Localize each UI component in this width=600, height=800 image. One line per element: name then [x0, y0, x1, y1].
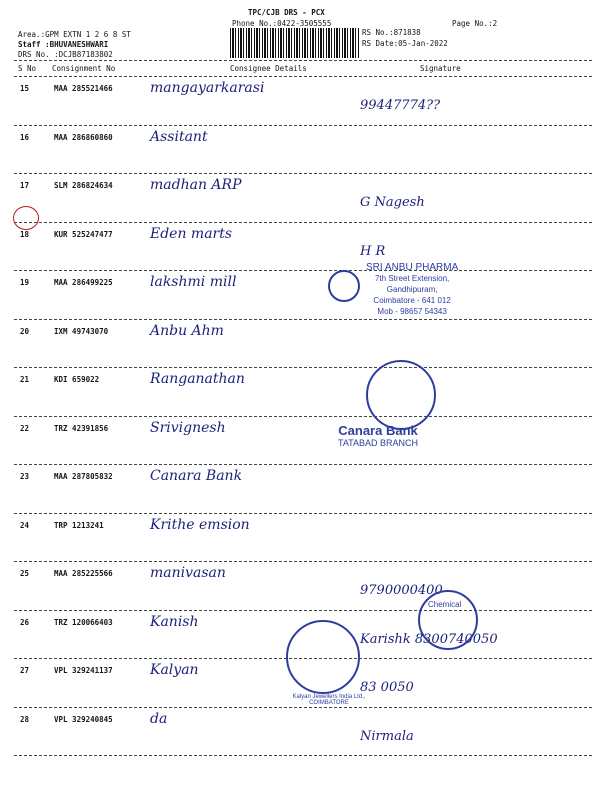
serial-number: 22 — [20, 423, 30, 433]
consignment-number: MAA 285225566 — [54, 569, 113, 578]
consignee-handwriting: madhan ARP — [150, 177, 242, 193]
consignment-number: IXM 49743070 — [54, 326, 109, 336]
header-rule-top — [14, 60, 592, 61]
pharma-stamp-line: 7th Street Extension, — [374, 274, 450, 283]
area-label: Area.:GPM EXTN 1 2 6 8 ST — [18, 30, 131, 39]
consignment-number: KUR 525247477 — [54, 229, 113, 239]
row-divider — [14, 416, 592, 417]
drs-number: DRS No. :DCJB87183802 — [18, 50, 113, 59]
consignment-number: VPL 329241137 — [54, 666, 113, 675]
row-divider — [14, 125, 592, 126]
table-row — [0, 369, 600, 418]
consignment-number: MAA 286860860 — [54, 132, 113, 142]
pharma-stamp — [366, 262, 458, 317]
signature-handwriting: H R — [360, 243, 386, 259]
page-number: Page No.:2 — [452, 19, 498, 28]
table-row — [0, 709, 600, 758]
table-row — [0, 515, 600, 564]
barcode — [230, 28, 360, 58]
bank-stamp — [338, 424, 418, 450]
phone-number: Phone No.:0422-3505555 — [232, 19, 332, 28]
chemical-stamp — [418, 590, 478, 650]
row-divider — [14, 222, 592, 223]
table-row — [0, 321, 600, 370]
serial-number: 27 — [20, 666, 30, 675]
consignment-number: TRZ 120066403 — [54, 617, 113, 627]
pharma-stamp-line: Gandhipuram, — [386, 285, 438, 294]
circle-mark — [13, 206, 39, 230]
bank-stamp-branch: TATABAD BRANCH — [338, 438, 419, 448]
machine-stamp — [366, 360, 436, 430]
table-row — [0, 563, 600, 612]
serial-number: 25 — [20, 569, 30, 578]
consignee-handwriting: Ranganathan — [150, 371, 245, 387]
pharma-stamp-line: Coimbatore - 641 012 — [373, 296, 451, 305]
consignment-number: TRZ 42391856 — [54, 423, 109, 433]
table-row — [0, 466, 600, 515]
row-divider — [14, 319, 592, 320]
staff-label: Staff :BHUVANESHWARI — [18, 40, 109, 49]
consignee-handwriting: Kanish — [150, 613, 199, 630]
consignee-handwriting: Assitant — [150, 128, 208, 145]
signature-handwriting: G Nagesh — [360, 195, 425, 210]
col-header-consignee: Consignee Details — [230, 64, 307, 73]
rs-date: RS Date:05-Jan-2022 — [362, 39, 448, 48]
consignee-handwriting: Srivignesh — [150, 419, 226, 436]
consignee-handwriting: Eden marts — [150, 225, 233, 242]
row-divider — [14, 464, 592, 465]
consignment-number: KDI 659022 — [54, 375, 100, 384]
signature-handwriting: 99447774?? — [360, 98, 441, 113]
consignment-number: TRP 1213241 — [54, 520, 104, 530]
serial-number: 19 — [20, 278, 30, 287]
consignee-handwriting: manivasan — [150, 565, 226, 581]
consignment-number: SLM 286824634 — [54, 181, 113, 190]
consignment-number: MAA 285521466 — [54, 84, 113, 93]
row-divider — [14, 610, 592, 611]
bank-stamp-name: Canara Bank — [338, 423, 418, 438]
serial-number: 20 — [20, 326, 30, 336]
consignment-number: VPL 329240845 — [54, 714, 113, 724]
serial-number: 15 — [20, 84, 30, 93]
signature-handwriting: Nirmala — [360, 728, 414, 744]
consignment-number: MAA 287805832 — [54, 472, 113, 481]
row-divider — [14, 707, 592, 708]
consignee-handwriting: Canara Bank — [150, 468, 243, 484]
signature-handwriting: 83 0050 — [360, 680, 414, 695]
table-row — [0, 175, 600, 224]
table-row — [0, 272, 600, 321]
serial-number: 18 — [20, 229, 30, 239]
jewellers-stamp-text: Kalyan Jewellers India Ltd., COIMBATORE — [292, 694, 366, 706]
serial-number: 16 — [20, 132, 30, 142]
signature-handwriting: 9790000400 — [360, 583, 443, 598]
rs-number: RS No.:871838 — [362, 28, 421, 37]
serial-number: 28 — [20, 714, 30, 724]
consignee-handwriting: Kalyan — [150, 662, 199, 678]
jewellers-stamp — [286, 620, 360, 694]
serial-number: 21 — [20, 375, 30, 384]
signature-handwriting: Karishk 8300740050 — [360, 631, 498, 647]
serial-number: 17 — [20, 181, 30, 190]
pharma-stamp-line: Mob - 98657 54343 — [377, 307, 447, 316]
pharma-stamp-circle — [328, 270, 360, 302]
table-row — [0, 224, 600, 273]
row-divider — [14, 173, 592, 174]
col-header-consignment: Consignment No — [52, 64, 116, 73]
table-row — [0, 78, 600, 127]
row-divider — [14, 561, 592, 562]
consignment-number: MAA 286499225 — [54, 278, 113, 287]
consignee-handwriting: Anbu Ahm — [150, 322, 224, 339]
chemical-stamp-text: Chemical — [428, 600, 462, 609]
consignee-handwriting: lakshmi mill — [150, 274, 237, 290]
pharma-stamp-line: SRI ANBU PHARMA — [366, 262, 459, 273]
consignee-handwriting: Krithe emsion — [150, 516, 250, 533]
consignee-handwriting: mangayarkarasi — [150, 80, 265, 96]
col-header-signature: Signature — [420, 64, 461, 73]
col-header-sno: S No — [18, 64, 37, 73]
serial-number: 26 — [20, 617, 30, 627]
header-rule-bottom — [14, 76, 592, 77]
row-divider — [14, 755, 592, 756]
consignee-handwriting: da — [150, 710, 168, 727]
document-title: TPC/CJB DRS - PCX — [248, 8, 325, 17]
row-divider — [14, 513, 592, 514]
table-row — [0, 127, 600, 176]
serial-number: 23 — [20, 472, 30, 481]
table-row — [0, 418, 600, 467]
serial-number: 24 — [20, 520, 30, 530]
row-divider — [14, 270, 592, 271]
row-divider — [14, 367, 592, 368]
